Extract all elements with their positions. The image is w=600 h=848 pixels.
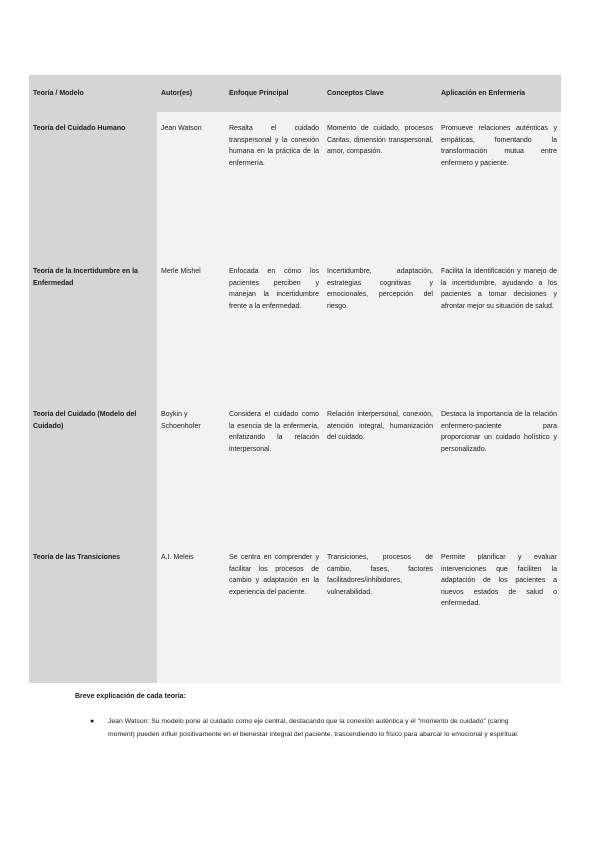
cell-application: Permite planificar y evaluar intervenciones que faciliten la adaptación de los pacientes a nuevos estados de salud o enfermedad. <box>437 541 561 683</box>
cell-focus: Se centra en comprender y facilitar los procesos de cambio y adaptación en la experiencia del paciente. <box>225 541 323 683</box>
explanation-list <box>90 716 530 741</box>
cell-author: A.I. Meleis <box>157 541 225 683</box>
table-row <box>29 112 561 255</box>
cell-concepts: Relación interpersonal, conexión, atención integral, humanización del cuidado. <box>323 398 437 541</box>
table-row <box>29 255 561 398</box>
cell-author: Boykin y Schoenhofer <box>157 398 225 541</box>
header-theory: Teoría / Modelo <box>29 75 157 112</box>
table-row <box>29 398 561 541</box>
cell-concepts: Incertidumbre, adaptación, estrategias cognitivas y emocionales, percepción del riesgo. <box>323 255 437 398</box>
theories-table <box>29 75 561 683</box>
cell-focus: Enfocada en cómo los pacientes perciben y manejan la incertidumbre frente a la enfermedad. <box>225 255 323 398</box>
header-focus: Enfoque Principal <box>225 75 323 112</box>
cell-author: Merle Mishel <box>157 255 225 398</box>
cell-author: Jean Watson <box>157 112 225 255</box>
cell-theory: Teoría de las Transiciones <box>29 541 157 683</box>
cell-focus: Resalta el cuidado transpersonal y la conexión humana en la práctica de la enfermería. <box>225 112 323 255</box>
explanation-title: Breve explicación de cada teoría: <box>75 693 186 700</box>
cell-focus: Considera el cuidado como la esencia de la enfermería, enfatizando la relación interpersonal. <box>225 398 323 541</box>
cell-theory: Teoría de la Incertidumbre en la Enfermedad <box>29 255 157 398</box>
header-author: Autor(es) <box>157 75 225 112</box>
cell-theory: Teoría del Cuidado Humano <box>29 112 157 255</box>
table-header-row <box>29 75 561 112</box>
cell-concepts: Transiciones, procesos de cambio, fases, factores facilitadores/inhibidores, vulnerabilidad. <box>323 541 437 683</box>
cell-concepts: Momento de cuidado, procesos Caritas, dimensión transpersonal, amor, compasión. <box>323 112 437 255</box>
bullet-icon: ● <box>90 718 95 725</box>
bullet-text: Jean Watson: Su modelo pone al cuidado como eje central, destacando que la conexión auténtica y el "momento de cuidado" (caring moment) pueden influir positivamente en el bienestar integral del paciente, trascendiendo lo físico para abarcar lo emocional y espiritual. <box>108 718 519 738</box>
header-concepts: Conceptos Clave <box>323 75 437 112</box>
header-application: Aplicación en Enfermería <box>437 75 561 112</box>
cell-application: Destaca la importancia de la relación enfermero-paciente para proporcionar un cuidado holístico y personalizado. <box>437 398 561 541</box>
cell-application: Facilita la identificación y manejo de la incertidumbre, ayudando a los pacientes a tomar decisiones y afrontar mejor su situación de salud. <box>437 255 561 398</box>
cell-theory: Teoría del Cuidado (Modelo del Cuidado) <box>29 398 157 541</box>
list-item <box>90 716 530 741</box>
table-row <box>29 541 561 683</box>
cell-application: Promueve relaciones auténticas y empáticas, fomentando la transformación mutua entre enfermero y paciente. <box>437 112 561 255</box>
